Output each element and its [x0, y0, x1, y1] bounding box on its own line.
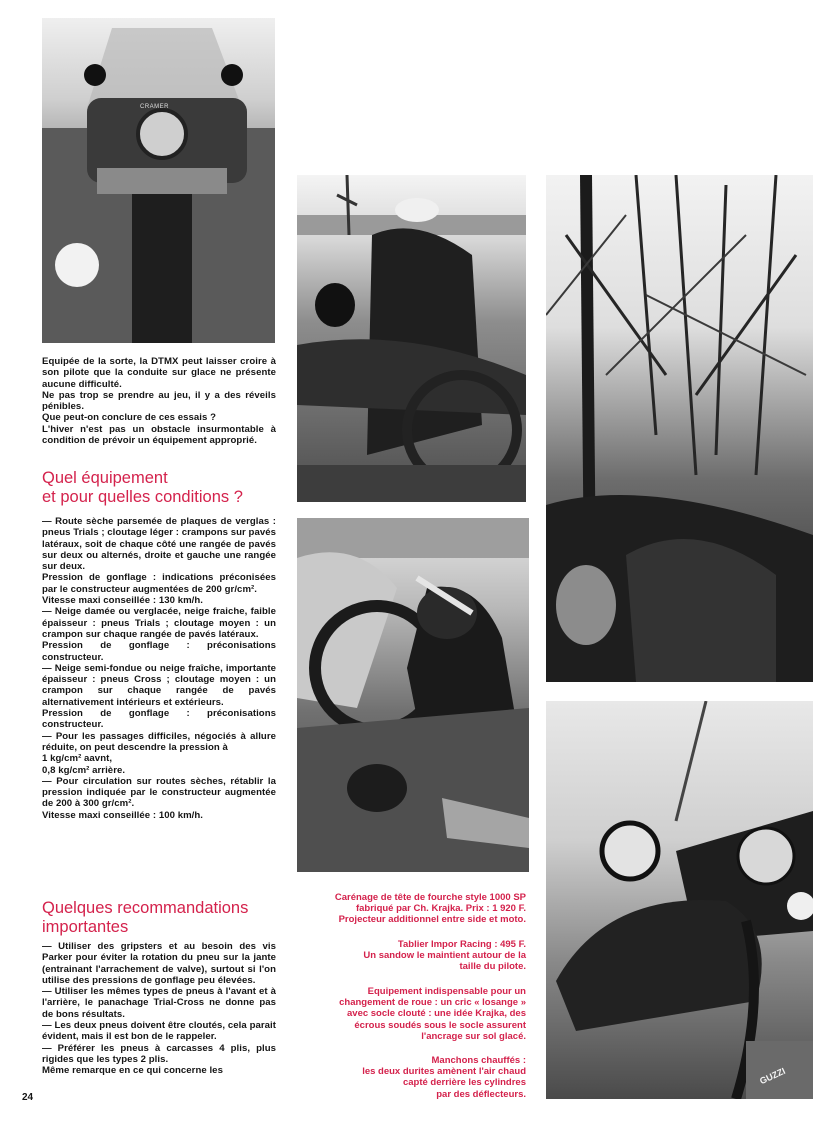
caption-text: Equipement indispensable pour un changement de roue : un cric « losange » avec socle clouté : une idée Krajka, des écrous soudés sous le socle assurent l'ancrage sur sol glacé. [339, 986, 526, 1042]
intro-paragraph: Ne pas trop se prendre au jeu, il y a des réveils pénibles. [42, 389, 276, 413]
heading-line: Quel équipement [42, 469, 168, 487]
caption-text: Manchons chauffés : les deux durites amènent l'air chaud capté derrière les cylindres par des déflecteurs. [362, 1055, 526, 1100]
paragraph: Pression de gonflage : préconisations constructeur. [42, 708, 276, 731]
photo-fairing-motorcycle [42, 18, 275, 343]
paragraph: 0,8 kg/cm² arrière. [42, 764, 126, 776]
paragraph: Même remarque en ce qui concerne les [42, 1065, 223, 1077]
paragraph: 1 kg/cm² aavnt, [42, 753, 113, 765]
paragraph: — Neige semi-fondue ou neige fraîche, importante épaisseur : pneus Cross ; cloutage moyen : un crampon sur chaque rangée de pavés alternativement intérieurs et extérieurs. [42, 662, 276, 708]
caption-fairing [286, 892, 526, 926]
caption-jack [286, 986, 526, 1042]
intro-paragraph: Equipée de la sorte, la DTMX peut laisser croire à son pilote que la conduite sur glace ne présente aucune difficulté. [42, 356, 276, 390]
section-heading-equipment [42, 469, 282, 507]
caption-muffs [286, 1055, 526, 1100]
section-recommendations-text [42, 941, 276, 1077]
section-heading-recommendations [42, 899, 282, 937]
heading-line: et pour quelles conditions ? [42, 488, 243, 506]
intro-paragraph: Que peut-on conclure de ces essais ? [42, 412, 217, 424]
heading-line: importantes [42, 918, 129, 936]
paragraph: — Utiliser les mêmes types de pneus à l'avant et à l'arrière, le panachage Trial-Cross ne donne pas de bons résultats. [42, 986, 276, 1020]
paragraph: — Utiliser des gripsters et au besoin des vis Parker pour éviter la rotation du pneu sur la jante (entrainant l'arrachement de valve), surtout si l'on utilise des pressions de gonflage peu élevées. [42, 941, 276, 986]
paragraph: — Route sèche parsemée de plaques de verglas : pneus Trials ; cloutage léger : crampons sur pavés latéraux, soit de chaque côté une rangée de pavés sur deux ou alternés, droite et gauche une rangée sur deux. [42, 516, 276, 573]
intro-text [42, 356, 276, 446]
page-number: 24 [22, 1092, 34, 1103]
paragraph: — Pour circulation sur routes sèches, rétablir la pression indiquée par le constructeur augmentée de 200 à 300 gr/cm². [42, 775, 276, 810]
photo-rider-with-dog [297, 175, 526, 502]
fairing-badge: CRAMER [140, 104, 170, 110]
paragraph: Pression de gonflage : indications préconisées par le constructeur augmentées de 200 gr/cm². [42, 572, 276, 595]
paragraph: — Les deux pneus doivent être cloutés, cela parait évident, mais il est bon de le rappeler. [42, 1020, 276, 1043]
heading-line: Quelques recommandations [42, 899, 249, 917]
photo-jack-wheel-change [297, 518, 529, 872]
caption-apron [286, 939, 526, 973]
paragraph: Pression de gonflage : préconisations constructeur. [42, 640, 276, 663]
guzzi-badge: GUZZI [758, 1065, 787, 1087]
paragraph: — Pour les passages difficiles, négociés à allure réduite, on peut descendre la pression à [42, 730, 276, 753]
intro-paragraph: L'hiver n'est pas un obstacle insurmontable à condition de prévoir un équipement approprié. [42, 423, 276, 447]
paragraph: — Préférer les pneus à carcasses 4 plis, plus rigides que les types 2 plis. [42, 1042, 276, 1065]
section-equipment-text [42, 516, 276, 821]
photo-winter-trees [546, 175, 813, 682]
paragraph: Vitesse maxi conseillée : 100 km/h. [42, 809, 204, 821]
paragraph: Vitesse maxi conseillée : 130 km/h. [42, 595, 204, 607]
photo-handlebar-muffs [546, 701, 813, 1099]
caption-text: Tablier Impor Racing : 495 F. Un sandow le maintient autour de la taille du pilote. [363, 939, 526, 973]
paragraph: — Neige damée ou verglacée, neige fraiche, faible épaisseur : pneus Trials ; cloutage moyen : un crampon sur chaque rangée de pavés latéraux. [42, 606, 276, 640]
caption-text: Carénage de tête de fourche style 1000 SP fabriqué par Ch. Krajka. Prix : 1 920 F. Projecteur additionnel entre side et moto. [334, 892, 526, 926]
